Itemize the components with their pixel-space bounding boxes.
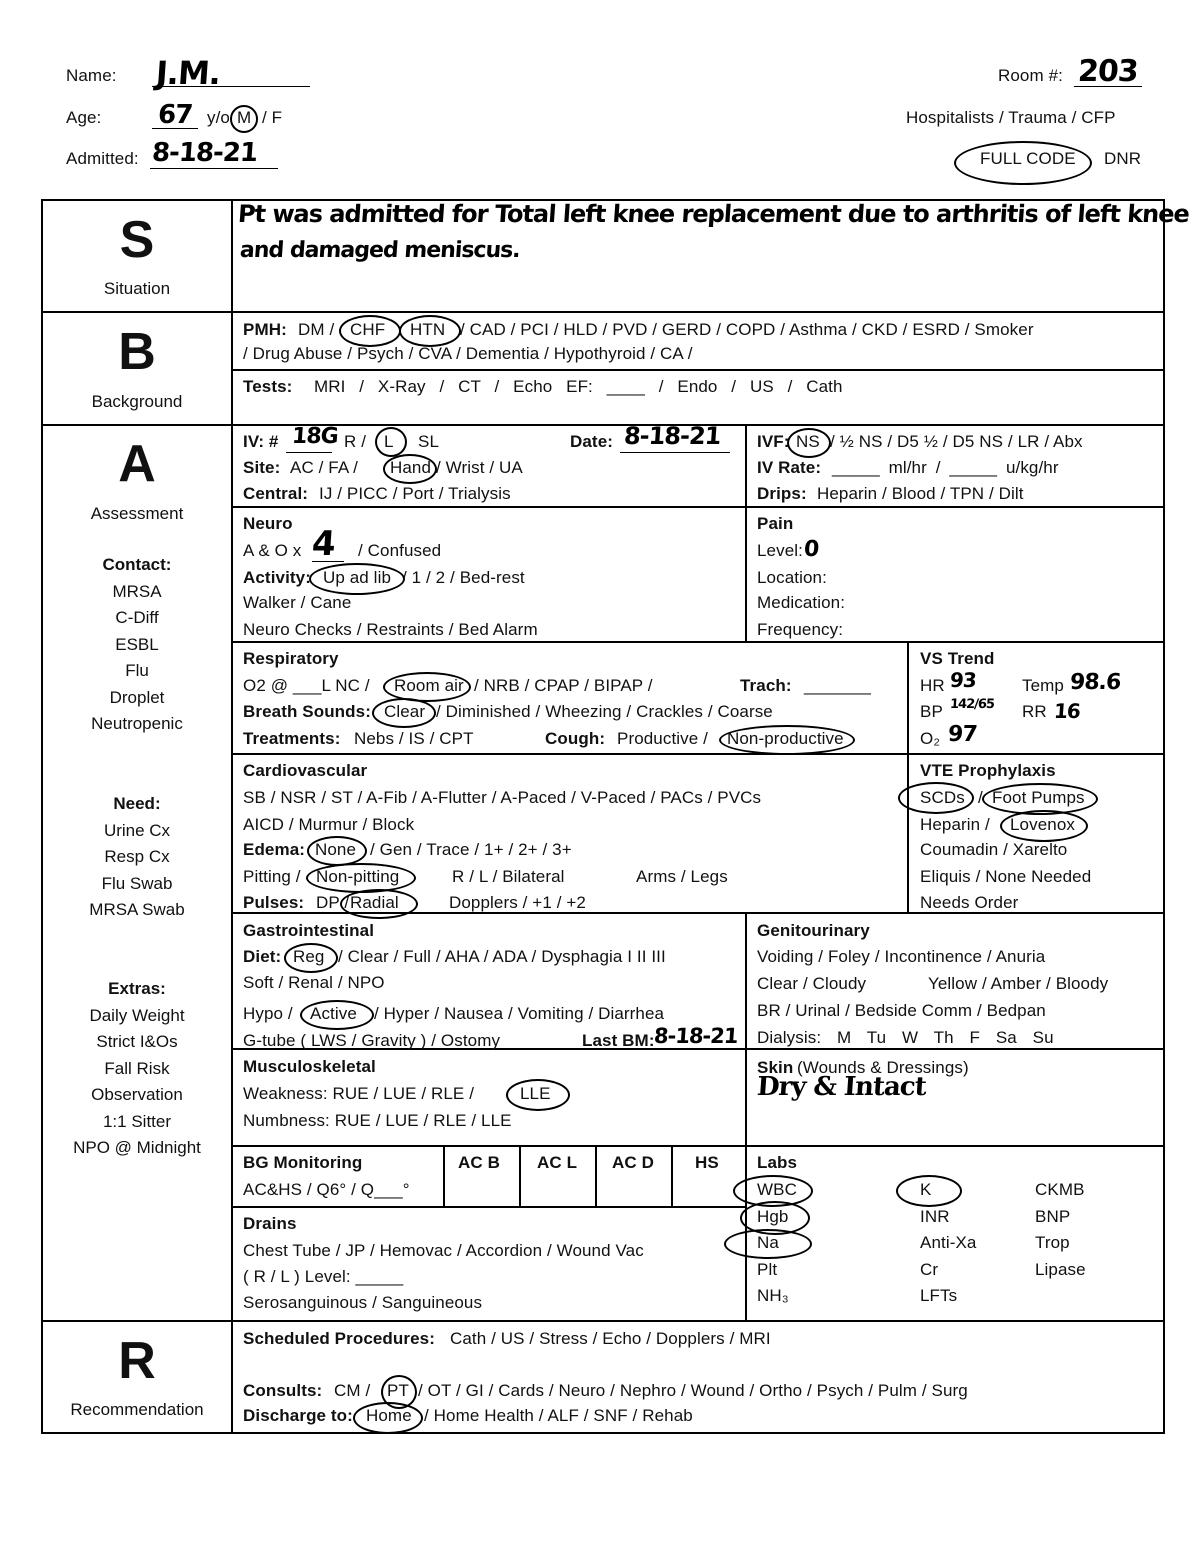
resp-o2-pre: O2 @ ___L NC / <box>243 676 370 695</box>
diet-reg: Reg <box>293 947 325 966</box>
need-item: Resp Cx <box>104 847 170 866</box>
diet-rest: / Clear / Full / AHA / ADA / Dysphagia I II III <box>338 947 666 966</box>
age-suffix: y/o <box>207 108 230 127</box>
consults-rest: / OT / GI / Cards / Neuro / Nephro / Wound / Ortho / Psych / Pulm / Surg <box>418 1381 968 1400</box>
selection-circle-icon <box>375 427 407 457</box>
drains-line1: Chest Tube / JP / Hemovac / Accordion / Wound Vac <box>243 1241 644 1260</box>
drains-title: Drains <box>243 1214 297 1233</box>
gu-line2a: Clear / Cloudy <box>757 974 867 993</box>
breath-clear: Clear <box>384 702 426 721</box>
contact-item: ESBL <box>115 634 159 654</box>
treat-options: Nebs / IS / CPT <box>354 729 474 748</box>
selection-circle-icon <box>306 863 416 893</box>
background-letter: B <box>118 323 156 381</box>
vte-foot-pumps: Foot Pumps <box>992 788 1085 807</box>
selection-circle-icon <box>724 1229 812 1259</box>
sidebar-contact <box>42 552 232 738</box>
contact-item: Droplet <box>109 687 165 707</box>
name-label: Name: <box>66 66 117 85</box>
site-pre: AC / FA / <box>290 458 358 477</box>
iv-right: R / <box>344 432 367 451</box>
selection-circle-icon <box>230 105 258 133</box>
sched-options: Cath / US / Stress / Echo / Dopplers / MRI <box>450 1329 771 1348</box>
cough-selected: Non-productive <box>727 729 844 748</box>
iv-date-label: Date: <box>570 432 614 451</box>
bg-hs: HS <box>695 1153 719 1172</box>
selection-circle-icon <box>383 454 437 484</box>
trach-label: Trach: <box>740 676 792 695</box>
vte-coumadin: Coumadin / Xarelto <box>920 840 1068 859</box>
bg-acl: AC L <box>537 1153 578 1172</box>
selection-circle-icon <box>506 1079 570 1111</box>
vs-hr-value: 93 <box>949 668 977 692</box>
bowel-rest: / Hyper / Nausea / Vomiting / Diarrhea <box>374 1004 665 1023</box>
vs-title: VS Trend <box>920 649 995 668</box>
drains-line2: ( R / L ) Level: _____ <box>243 1267 404 1286</box>
trach-blank: _______ <box>804 676 871 695</box>
edema-rest: / Gen / Trace / 1+ / 2+ / 3+ <box>370 840 572 859</box>
drains-line3: Serosanguinous / Sanguineous <box>243 1293 483 1312</box>
name-value: J.M. <box>154 54 222 92</box>
recommendation-letter: R <box>118 1332 156 1390</box>
neuro-title: Neuro <box>243 514 293 533</box>
vs-bp-label: BP <box>920 702 943 721</box>
ivf-label: IVF: <box>757 432 790 451</box>
iv-date-value: 8-18-21 <box>623 422 722 450</box>
vs-hr-label: HR <box>920 676 945 695</box>
diet-label: Diet: <box>243 947 282 966</box>
activity-selected: Up ad lib <box>323 568 391 587</box>
selection-circle-icon <box>339 315 401 347</box>
selection-circle-icon <box>307 836 367 866</box>
consults-cm: CM / <box>334 1381 371 1400</box>
edema-sides: R / L / Bilateral <box>452 867 565 886</box>
extras-title: Extras: <box>108 979 166 998</box>
recommendation-title: Recommendation <box>70 1400 204 1419</box>
labs-title: Labs <box>757 1153 798 1172</box>
vte-eliquis: Eliquis / None Needed <box>920 867 1092 886</box>
lab-item: INR <box>920 1207 950 1226</box>
site-hand: Hand <box>390 458 432 477</box>
situation-text-line2: and damaged meniscus. <box>239 238 521 263</box>
central-label: Central: <box>243 484 309 503</box>
vte-lovenox: Lovenox <box>1010 815 1075 834</box>
iv-rate: _____ ml/hr / _____ u/kg/hr <box>832 458 1059 477</box>
lab-item: Plt <box>757 1260 778 1279</box>
selection-circle-icon <box>353 1402 423 1434</box>
msk-title: Musculoskeletal <box>243 1057 376 1076</box>
pulses-rest: Dopplers / +1 / +2 <box>449 893 586 912</box>
last-bm-label: Last BM: <box>582 1031 655 1050</box>
extras-item: Fall Risk <box>104 1058 170 1078</box>
code-full: FULL CODE <box>980 149 1076 168</box>
vte-separator: / <box>978 788 983 807</box>
cardio-rhythm: SB / NSR / ST / A-Fib / A-Flutter / A-Paced / V-Paced / PACs / PVCs <box>243 788 762 807</box>
gi-gtube: G-tube ( LWS / Gravity ) / Ostomy <box>243 1031 501 1050</box>
neuro-aox-label: A & O x <box>243 541 302 560</box>
admitted-value: 8-18-21 <box>150 138 259 168</box>
pulses-radial: Radial <box>350 893 399 912</box>
vs-rr-value: 16 <box>1053 699 1081 723</box>
neuro-walker: Walker / Cane <box>243 593 352 612</box>
cough-label: Cough: <box>545 729 606 748</box>
selection-circle-icon <box>340 889 418 919</box>
lab-item: Hgb <box>757 1207 789 1226</box>
cough-pre: Productive / <box>617 729 708 748</box>
vs-bp-value: 142/65 <box>949 697 995 712</box>
lab-item: NH₃ <box>757 1286 789 1305</box>
pmh-rest: / CAD / PCI / HLD / PVD / GERD / COPD / Asthma / CKD / ESRD / Smoker <box>460 320 1034 339</box>
tests-options: MRI / X-Ray / CT / Echo EF: ____ / Endo / US / Cath <box>314 377 843 396</box>
last-bm-value: 8-18-21 <box>653 1024 739 1048</box>
edema-pitting: Pitting / <box>243 867 301 886</box>
vte-needs-order: Needs Order <box>920 893 1019 912</box>
pain-medication: Medication: <box>757 593 846 612</box>
contact-title: Contact: <box>102 555 172 574</box>
gi-title: Gastrointestinal <box>243 921 375 940</box>
selection-circle-icon <box>1000 810 1088 842</box>
selection-circle-icon <box>896 1175 962 1207</box>
lab-item: Anti-Xa <box>920 1233 977 1252</box>
selection-circle-icon <box>309 563 405 595</box>
pmh-dm: DM / <box>298 320 335 339</box>
discharge-home: Home <box>366 1406 412 1425</box>
msk-weakness-selected: LLE <box>520 1084 551 1103</box>
vte-heparin: Heparin / <box>920 815 990 834</box>
contact-item: C-Diff <box>115 608 159 627</box>
need-item: Urine Cx <box>103 820 171 840</box>
pmh-label: PMH: <box>243 320 287 339</box>
admitted-label: Admitted: <box>66 149 139 168</box>
gu-line2b: Yellow / Amber / Bloody <box>928 974 1109 993</box>
selection-circle-icon <box>300 1000 374 1030</box>
vte-title: VTE Prophylaxis <box>920 761 1056 780</box>
consults-label: Consults: <box>243 1381 323 1400</box>
vs-rr-label: RR <box>1022 702 1047 721</box>
central-options: IJ / PICC / Port / Trialysis <box>319 484 511 503</box>
extras-item: Strict I&Os <box>96 1032 178 1051</box>
need-item: MRSA Swab <box>89 900 185 919</box>
site-post: / Wrist / UA <box>436 458 523 477</box>
situation-title: Situation <box>103 279 171 298</box>
bg-acd: AC D <box>612 1153 654 1172</box>
resp-title: Respiratory <box>243 649 339 668</box>
selection-circle-icon <box>399 315 461 347</box>
lab-item: LFTs <box>920 1286 958 1305</box>
vs-o2-value: 97 <box>947 722 978 747</box>
gu-line1: Voiding / Foley / Incontinence / Anuria <box>757 947 1046 966</box>
activity-rest: / 1 / 2 / Bed-rest <box>402 568 525 587</box>
cardio-aicd: AICD / Murmur / Block <box>243 815 415 834</box>
tests-label: Tests: <box>243 377 293 396</box>
pain-level-value: 0 <box>803 537 820 562</box>
room-label: Room #: <box>998 66 1063 85</box>
gu-line3: BR / Urinal / Bedside Comm / Bedpan <box>757 1001 1046 1020</box>
activity-label: Activity: <box>243 568 311 587</box>
selection-circle-icon <box>898 782 974 814</box>
code-dnr: DNR <box>1104 149 1142 168</box>
contact-item: MRSA <box>112 581 162 601</box>
age-value: 67 <box>156 100 194 130</box>
need-item: Flu Swab <box>101 873 173 893</box>
ivf-rest: / ½ NS / D5 ½ / D5 NS / LR / Abx <box>830 432 1083 451</box>
service-options: Hospitalists / Trauma / CFP <box>906 108 1116 127</box>
edema-limbs: Arms / Legs <box>636 867 728 886</box>
vs-temp-label: Temp <box>1022 676 1064 695</box>
diet-soft: Soft / Renal / NPO <box>243 973 385 992</box>
skin-subtitle: (Wounds & Dressings) <box>797 1058 969 1077</box>
bowel-active: Active <box>310 1004 357 1023</box>
lab-item: WBC <box>757 1180 797 1199</box>
discharge-rest: / Home Health / ALF / SNF / Rehab <box>424 1406 693 1425</box>
sidebar-extras <box>42 976 232 1162</box>
extras-item: NPO @ Midnight <box>73 1138 201 1157</box>
msk-weakness: Weakness: RUE / LUE / RLE / <box>243 1084 475 1103</box>
lab-item: BNP <box>1035 1207 1071 1226</box>
age-label: Age: <box>66 108 102 127</box>
gu-title: Genitourinary <box>757 921 870 940</box>
neuro-aox-value: 4 <box>310 524 337 564</box>
lab-item: Lipase <box>1035 1260 1086 1279</box>
edema-non-pitting: Non-pitting <box>316 867 400 886</box>
selection-circle-icon <box>787 428 831 458</box>
iv-label: IV: # <box>243 432 279 451</box>
lab-item: Cr <box>920 1260 939 1279</box>
vte-scds: SCDs <box>920 788 965 807</box>
lab-item: Na <box>757 1233 779 1252</box>
pain-location: Location: <box>757 568 827 587</box>
edema-none: None <box>315 840 357 859</box>
site-label: Site: <box>243 458 281 477</box>
pmh-htn: HTN <box>410 320 446 339</box>
drips-options: Heparin / Blood / TPN / Dilt <box>817 484 1024 503</box>
discharge-label: Discharge to: <box>243 1406 353 1425</box>
contact-item: Neutropenic <box>91 714 183 733</box>
sex-female: / F <box>262 108 283 127</box>
msk-numbness: Numbness: RUE / LUE / RLE / LLE <box>243 1111 512 1130</box>
pulses-label: Pulses: <box>243 893 305 912</box>
pmh-line2: / Drug Abuse / Psych / CVA / Dementia / Hypothyroid / CA / <box>243 344 693 363</box>
ivf-ns: NS <box>796 432 820 451</box>
resp-o2-post: / NRB / CPAP / BIPAP / <box>474 676 653 695</box>
selection-circle-icon <box>372 698 436 728</box>
bg-frequency: AC&HS / Q6° / Q___° <box>243 1180 410 1199</box>
gu-dialysis: Dialysis: M Tu W Th F Sa Su <box>757 1028 1054 1047</box>
edema-label: Edema: <box>243 840 306 859</box>
neuro-confused: / Confused <box>358 541 442 560</box>
extras-item: Observation <box>91 1085 183 1104</box>
pain-title: Pain <box>757 514 794 533</box>
treat-label: Treatments: <box>243 729 341 748</box>
vs-temp-value: 98.6 <box>1069 670 1122 695</box>
cardio-title: Cardiovascular <box>243 761 368 780</box>
lab-item: K <box>920 1180 932 1199</box>
assessment-letter: A <box>118 435 156 493</box>
extras-item: Daily Weight <box>89 1005 185 1025</box>
selection-circle-icon <box>719 725 855 755</box>
breath-rest: / Diminished / Wheezing / Crackles / Coarse <box>436 702 773 721</box>
bg-acb: AC B <box>458 1153 500 1172</box>
iv-left: L <box>384 432 394 451</box>
situation-letter: S <box>119 211 155 269</box>
consults-pt: PT <box>387 1381 409 1400</box>
pain-frequency: Frequency: <box>757 620 844 639</box>
skin-title: Skin <box>757 1058 794 1077</box>
lab-item: CKMB <box>1035 1180 1085 1199</box>
need-title: Need: <box>113 794 161 813</box>
iv-gauge: 18G <box>291 424 339 449</box>
background-title: Background <box>91 392 183 411</box>
lab-item: Trop <box>1035 1233 1070 1252</box>
extras-item: 1:1 Sitter <box>102 1111 172 1131</box>
contact-item: Flu <box>125 661 149 680</box>
iv-sl: SL <box>418 432 439 451</box>
selection-circle-icon <box>954 141 1092 185</box>
pulses-dp: DP / <box>316 893 350 912</box>
vs-o2-label: O₂ <box>920 729 941 748</box>
sex-male: M <box>237 108 252 127</box>
iv-rate-label: IV Rate: <box>757 458 822 477</box>
neuro-checks: Neuro Checks / Restraints / Bed Alarm <box>243 620 538 639</box>
sidebar-need <box>42 791 232 924</box>
bowel-hypo: Hypo / <box>243 1004 293 1023</box>
pain-level-label: Level: <box>757 541 803 560</box>
breath-label: Breath Sounds: <box>243 702 371 721</box>
resp-room-air: Room air <box>394 676 464 695</box>
sched-label: Scheduled Procedures: <box>243 1329 435 1348</box>
bg-title: BG Monitoring <box>243 1153 363 1172</box>
drips-label: Drips: <box>757 484 807 503</box>
selection-circle-icon <box>284 943 338 973</box>
situation-text-line1: Pt was admitted for Total left knee replacement due to arthritis of left knee <box>237 200 1190 228</box>
pmh-chf: CHF <box>350 320 386 339</box>
skin-value: Dry & Intact <box>755 1072 927 1102</box>
assessment-title: Assessment <box>90 504 184 523</box>
room-value: 203 <box>1076 54 1139 89</box>
